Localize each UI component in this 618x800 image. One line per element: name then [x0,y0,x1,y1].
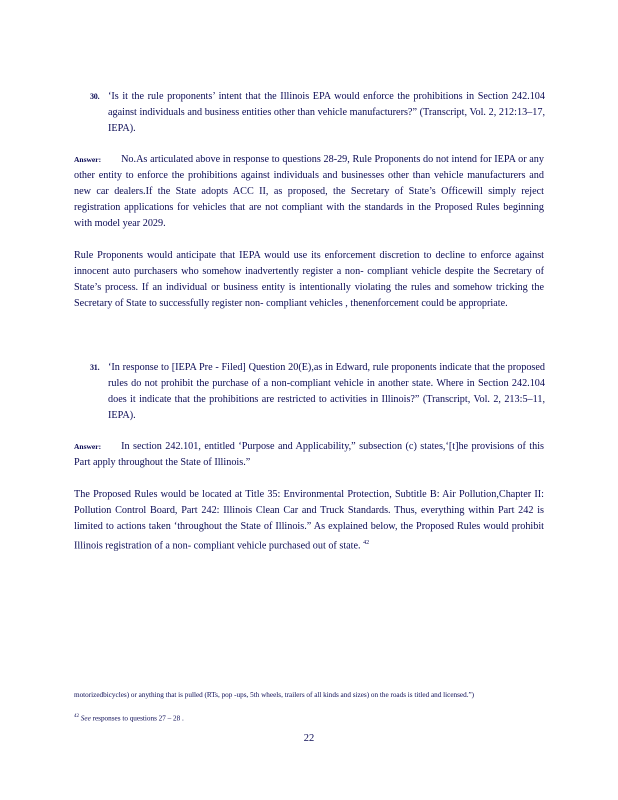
footnote-reference[interactable]: 42 [363,540,370,546]
answer-31 [74,439,544,471]
answer-text: Rule Proponents would anticipate that IEPA would use its enforcement discretion to decline to enforce against innocent auto purchasers who somehow inadvertently register a non- compliant vehicle despite the Secretary of State’s process. If an individual or business entity is intentionally violating the rules and somehow tricking the Secretary of State to successfully register non- compliant vehicles , thenenforcement could be appropriate. [74,250,544,309]
question-31 [90,360,545,424]
question-text: ‘In response to [IEPA Pre - Filed] Question 20(E),as in Edward, rule proponents indicate that the proposed rules do not prohibit the purchase of a non-compliant vehicle in another state. Where in Section 242.104 does it indicate that the prohibitions are restricted to activities in Illinois?” (Transcript, Vol. 2, 213:5–11, IEPA). [108,362,545,421]
answer-30-paragraph-2 [74,248,544,312]
question-30 [90,89,545,137]
footnote-text: motorizedbicycles) or anything that is pulled (RTs, pop -ups, 5th wheels, trailers of all kinds and sizes) on the roads is titled and licensed.”) [74,691,475,699]
answer-31-paragraph-2 [74,487,544,554]
question-text: ‘Is it the rule proponents’ intent that the Illinois EPA would enforce the prohibitions in Section 242.104 against individuals and business entities other than vehicle manufacturers?” (Transcript, Vol. 2, 212:13–17, IEPA). [108,91,545,134]
footnote-see: See [80,714,91,723]
answer-30 [74,152,544,232]
answer-label: Answer: [74,155,102,164]
footnote-42 [74,712,544,723]
footnote-text: responses to questions 27 – 28 . [92,714,184,723]
answer-label: Answer: [74,442,102,451]
answer-text: The Proposed Rules would be located at Title 35: Environmental Protection, Subtitle B: Air Pollution,Chapter II: Pollution Control Board, Part 242: Illinois Clean Car and Truck Standards. Thus, everything within Part 242 is limited to actions taken ‘throughout the State of Illinois.” As explained below, the Proposed Rules would prohibit Illinois registration of a non- compliant vehicle purchased out of state. [74,489,544,552]
page-number: 22 [303,733,315,744]
footnote-continuation [74,690,544,700]
answer-text: In section 242.101, entitled ‘Purpose and Applicability,” subsection (c) states,‘[t]he provisions of this Part apply throughout the State of Illinois.” [74,441,544,468]
answer-text: No.As articulated above in response to questions 28-29, Rule Proponents do not intend for IEPA or any other entity to enforce the prohibitions against individuals and businesses other than vehicle manufacturers and new car dealers.If the State adopts ACC II, as proposed, the Secretary of State’s Officewill simply reject registration applications for vehicles that are not compliant with the standards in the Proposed Rules beginning with model year 2029. [74,154,544,229]
footnote-number: 42 [74,714,79,719]
question-number: 30. [90,92,100,101]
question-number: 31. [90,363,100,372]
